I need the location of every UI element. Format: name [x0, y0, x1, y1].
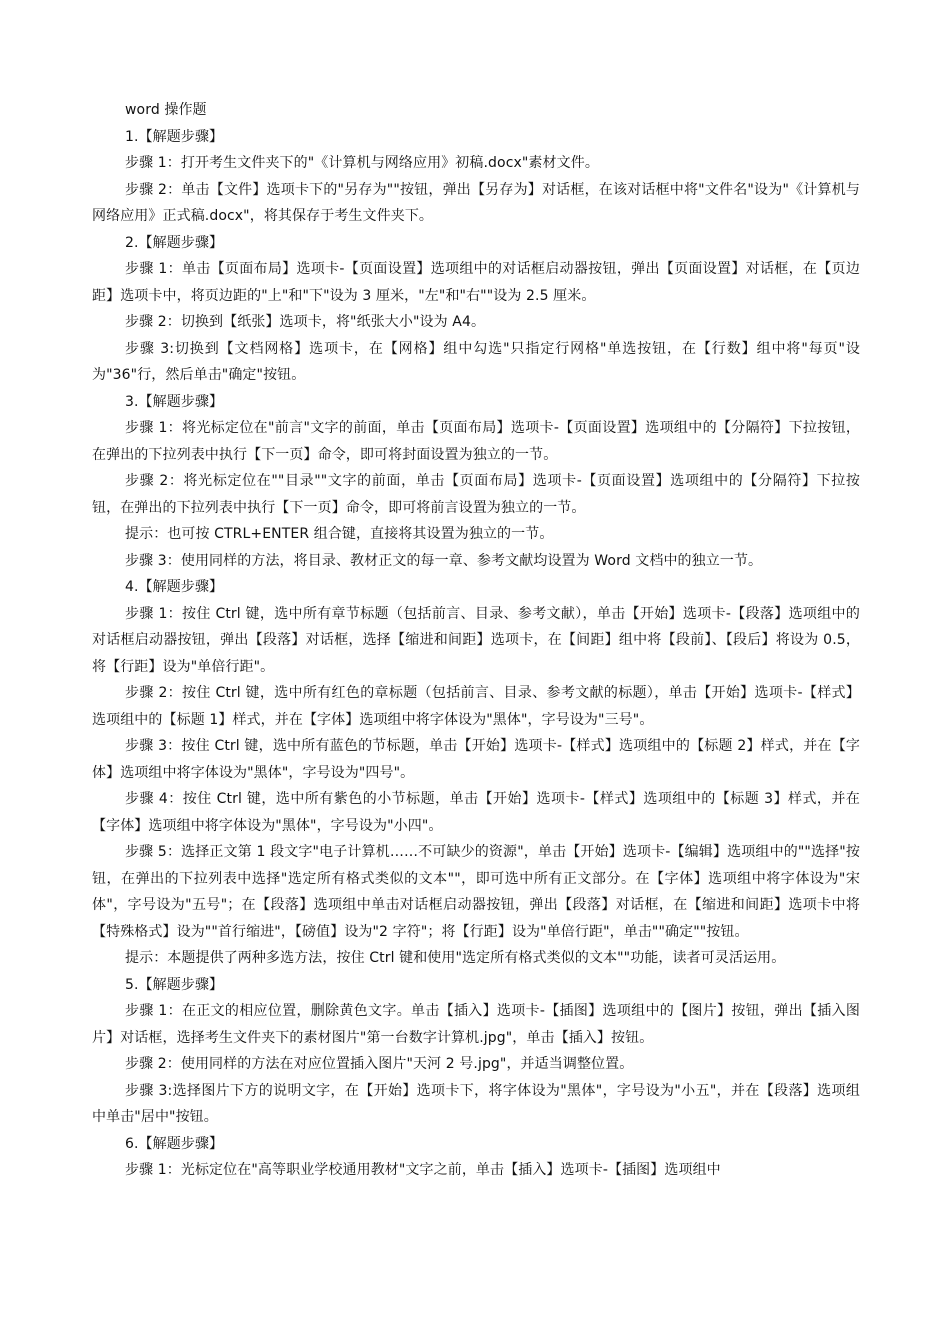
section-heading-3: 3.【解题步骤】 [125, 393, 224, 410]
paragraph: 步骤 3:选择图片下方的说明文字，在【开始】选项卡下，将字体设为"黑体"，字号设为"小五"，并在【段落】选项组中单击"居中"按钮。 [92, 1082, 860, 1125]
paragraph: 步骤 2：单击【文件】选项卡下的"另存为""按钮，弹出【另存为】对话框，在该对话框中将"文件名"设为"《计算机与网络应用》正式稿.docx"，将其保存于考生文件夹下。 [92, 181, 860, 224]
tip-paragraph: 提示：本题提供了两种多选方法，按住 Ctrl 键和使用"选定所有格式类似的文本""功能，读者可灵活运用。 [125, 950, 786, 966]
paragraph: 步骤 1：按住 Ctrl 键，选中所有章节标题（包括前言、目录、参考文献），单击【开始】选项卡-【段落】选项组中的对话框启动器按钮，弹出【段落】对话框，选择【缩进和间距】选项卡，在【间距】组中将【段前】、【段后】将设为 0.5，将【行距】设为"单倍行距"。 [92, 605, 860, 675]
paragraph: 步骤 1：打开考生文件夹下的"《计算机与网络应用》初稿.docx"素材文件。 [125, 155, 599, 171]
paragraph: 步骤 3：按住 Ctrl 键，选中所有蓝色的节标题，单击【开始】选项卡-【样式】选项组中的【标题 2】样式，并在【字体】选项组中将字体设为"黑体"，字号设为"四号"。 [92, 738, 860, 781]
paragraph: 步骤 3:切换到【文档网格】选项卡，在【网格】组中勾选"只指定行网格"单选按钮，在【行数】组中将"每页"设为"36"行，然后单击"确定"按钮。 [92, 340, 860, 383]
paragraph: 步骤 5：选择正文第 1 段文字"电子计算机……不可缺少的资源"，单击【开始】选项卡-【编辑】选项组中的""选择"按钮，在弹出的下拉列表中选择"选定所有格式类似的文本""，即可选中所有正文部分。在【字体】选项组中将字体设为"宋体"，字号设为"五号"；在【段落】选项组中单击对话框启动器按钮，弹出【段落】对话框，在【缩进和间距】选项卡中将【特殊格式】设为""首行缩进"，【磅值】设为"2 字符"；将【行距】设为"单倍行距"，单击""确定""按钮。 [92, 844, 860, 940]
paragraph: 步骤 2：将光标定位在""目录""文字的前面，单击【页面布局】选项卡-【页面设置】选项组中的【分隔符】下拉按钮，在弹出的下拉列表中执行【下一页】命令，即可将前言设置为独立的一节。 [92, 473, 860, 516]
paragraph: 步骤 1：单击【页面布局】选项卡-【页面设置】选项组中的对话框启动器按钮，弹出【页面设置】对话框，在【页边距】选项卡中，将页边距的"上"和"下"设为 3 厘米，"左"和"右""设为 2.5 厘米。 [92, 261, 860, 304]
paragraph: 步骤 2：按住 Ctrl 键，选中所有红色的章标题（包括前言、目录、参考文献的标题），单击【开始】选项卡-【样式】选项组中的【标题 1】样式，并在【字体】选项组中将字体设为"黑体"，字号设为"三号"。 [92, 685, 860, 728]
section-heading-5: 5.【解题步骤】 [125, 976, 224, 993]
paragraph: 步骤 2：切换到【纸张】选项卡，将"纸张大小"设为 A4。 [125, 314, 486, 330]
section-heading-4: 4.【解题步骤】 [125, 579, 224, 595]
paragraph: 步骤 1：将光标定位在"前言"文字的前面，单击【页面布局】选项卡-【页面设置】选项组中的【分隔符】下拉按钮，在弹出的下拉列表中执行【下一页】命令，即可将封面设置为独立的一节。 [92, 420, 860, 463]
document-body[interactable] [92, 97, 860, 1184]
paragraph: 步骤 2：使用同样的方法在对应位置插入图片"天河 2 号.jpg"，并适当调整位置。 [125, 1056, 634, 1072]
doc-title: word 操作题 [125, 102, 207, 118]
section-heading-1: 1.【解题步骤】 [125, 128, 224, 145]
paragraph: 步骤 1：光标定位在"高等职业学校通用教材"文字之前，单击【插入】选项卡-【插图】选项组中 [125, 1162, 721, 1178]
section-heading-2: 2.【解题步骤】 [125, 234, 224, 251]
paragraph: 步骤 1：在正文的相应位置，删除黄色文字。单击【插入】选项卡-【插图】选项组中的【图片】按钮，弹出【插入图片】对话框，选择考生文件夹下的素材图片"第一台数字计算机.jpg"，单击【插入】按钮。 [92, 1003, 860, 1046]
paragraph: 步骤 3：使用同样的方法，将目录、教材正文的每一章、参考文献均设置为 Word 文档中的独立一节。 [125, 552, 763, 569]
tip-paragraph: 提示：也可按 CTRL+ENTER 组合键，直接将其设置为独立的一节。 [125, 526, 554, 542]
section-heading-6: 6.【解题步骤】 [125, 1135, 224, 1152]
paragraph: 步骤 4：按住 Ctrl 键，选中所有紫色的小节标题，单击【开始】选项卡-【样式】选项组中的【标题 3】样式，并在【字体】选项组中将字体设为"黑体"，字号设为"小四"。 [92, 791, 860, 834]
